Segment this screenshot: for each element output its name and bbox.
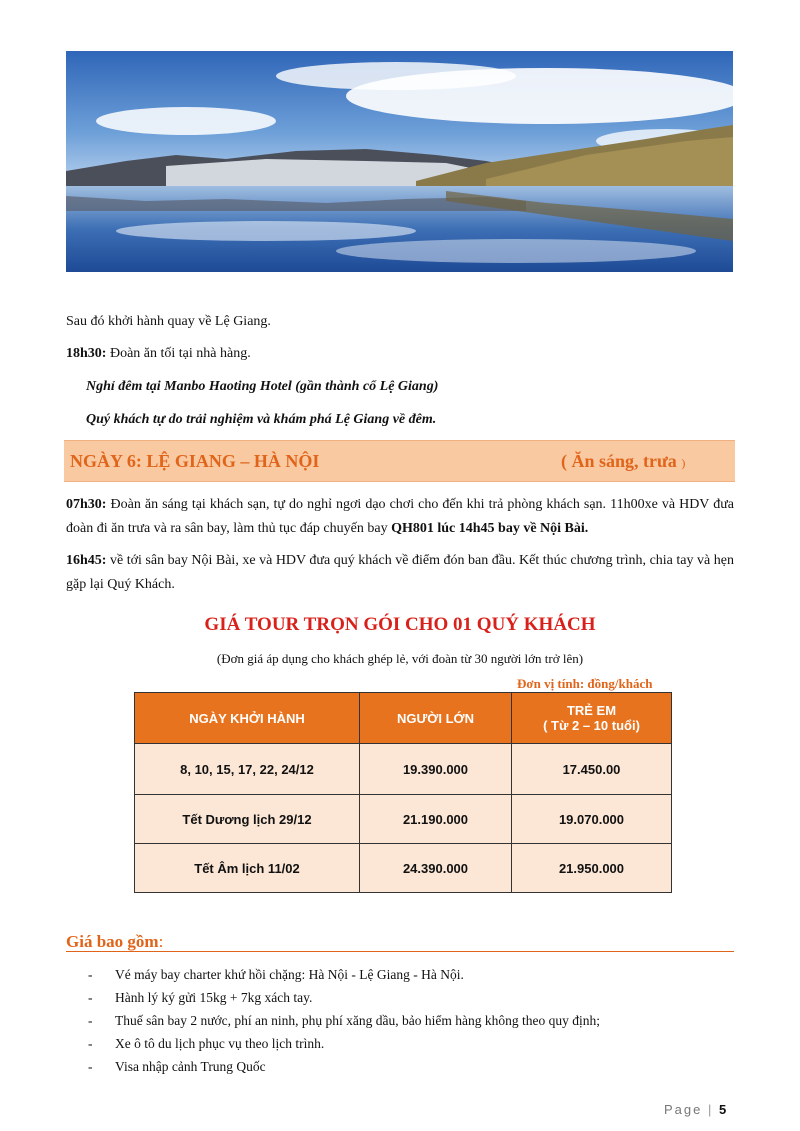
price-header-row — [135, 693, 672, 744]
price-title: GIÁ TOUR TRỌN GÓI CHO 01 QUÝ KHÁCH — [204, 614, 596, 635]
price-row-child: 17.450.00 — [512, 744, 672, 795]
price-row — [135, 844, 672, 893]
price-row-adult: 21.190.000 — [360, 795, 512, 844]
lake-landscape-photo — [66, 51, 733, 272]
dinner-paragraph — [66, 344, 251, 364]
morning-time: 07h30: — [66, 497, 107, 512]
bullet-dash: - — [88, 990, 93, 1005]
price-row-child: 19.070.000 — [512, 795, 672, 844]
price-row-date: Tết Dương lịch 29/12 — [135, 795, 360, 844]
bullet-dash: - — [88, 1013, 93, 1028]
day-6-banner — [64, 440, 735, 482]
arrival-time: 16h45: — [66, 553, 107, 568]
header-departure-date: NGÀY KHỞI HÀNH — [135, 693, 360, 744]
page-number: 5 — [719, 1102, 727, 1117]
list-item-text: Hành lý ký gửi 15kg + 7kg xách tay. — [115, 990, 313, 1005]
hotel-note: Nghỉ đêm tại Manbo Haoting Hotel (gần thành cổ Lệ Giang) — [86, 379, 439, 394]
includes-divider — [66, 951, 734, 952]
day-6-morning-paragraph — [66, 493, 734, 541]
day-6-title: NGÀY 6: LỆ GIANG – HÀ NỘI — [70, 451, 320, 471]
price-table — [134, 692, 672, 893]
bullet-dash: - — [88, 1059, 93, 1074]
list-item-text: Xe ô tô du lịch phục vụ theo lịch trình. — [115, 1036, 325, 1051]
list-item — [88, 1011, 600, 1034]
price-row-child: 21.950.000 — [512, 844, 672, 893]
price-row-date: Tết Âm lịch 11/02 — [135, 844, 360, 893]
header-child-age: ( Từ 2 – 10 tuổi) — [543, 718, 640, 733]
includes-heading — [66, 932, 163, 952]
list-item — [88, 1034, 600, 1057]
price-row-adult: 19.390.000 — [360, 744, 512, 795]
arrival-text: về tới sân bay Nội Bài, xe và HDV đưa quý khách về điểm đón ban đầu. Kết thúc chương trình, chia tay và hẹn gặp lại Quý Khách. — [66, 553, 734, 592]
day-6-meals — [561, 451, 685, 472]
header-child — [512, 693, 672, 744]
morning-text: Đoàn ăn sáng tại khách sạn, tự do nghỉ ngơi dạo chơi cho đến khi trả phòng khách sạn. 11h00xe và HDV đưa đoàn đi ăn trưa và ra sân bay, làm thủ tục đáp chuyến bay — [66, 497, 734, 536]
list-item-text: Vé máy bay charter khứ hồi chặng: Hà Nội - Lệ Giang - Hà Nội. — [115, 967, 464, 982]
header-child-label: TRẺ EM — [566, 703, 617, 718]
meals-text: ( Ăn sáng, trưa — [561, 451, 677, 471]
free-time-note: Quý khách tự do trải nghiệm và khám phá Lệ Giang về đêm. — [86, 412, 437, 427]
price-row-date: 8, 10, 15, 17, 22, 24/12 — [135, 744, 360, 795]
page-footer — [664, 1102, 726, 1117]
day-6-arrival-paragraph — [66, 549, 734, 597]
dinner-time: 18h30: — [66, 346, 107, 361]
price-unit: Đơn vị tính: đồng/khách — [517, 676, 653, 691]
flight-info: QH801 lúc 14h45 bay về Nội Bài. — [391, 521, 589, 536]
includes-heading-colon: : — [158, 932, 164, 951]
meals-close: ) — [681, 456, 686, 470]
page-separator: | — [708, 1102, 714, 1117]
price-note: (Đơn giá áp dụng cho khách ghép lẻ, với đoàn từ 30 người lớn trở lên) — [216, 651, 584, 666]
price-row — [135, 795, 672, 844]
list-item — [88, 1057, 600, 1080]
includes-heading-text: Giá bao gồm — [66, 932, 159, 951]
return-paragraph: Sau đó khởi hành quay về Lệ Giang. — [66, 314, 271, 329]
list-item — [88, 988, 600, 1011]
list-item — [88, 965, 600, 988]
price-row-adult: 24.390.000 — [360, 844, 512, 893]
price-row — [135, 744, 672, 795]
dinner-text: Đoàn ăn tối tại nhà hàng. — [106, 346, 251, 361]
includes-list — [88, 965, 600, 1080]
page-label: Page — [664, 1102, 703, 1117]
bullet-dash: - — [88, 967, 93, 982]
bullet-dash: - — [88, 1036, 93, 1051]
header-adult: NGƯỜI LỚN — [360, 693, 512, 744]
list-item-text: Visa nhập cảnh Trung Quốc — [115, 1059, 266, 1074]
list-item-text: Thuế sân bay 2 nước, phí an ninh, phụ phí xăng dầu, bảo hiểm hàng không theo quy định; — [115, 1013, 600, 1028]
